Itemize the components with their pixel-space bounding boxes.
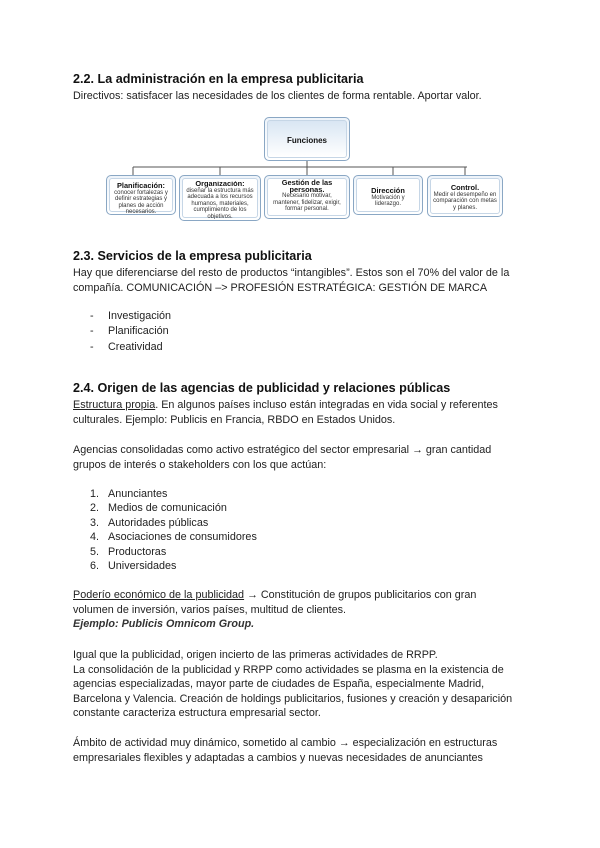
- section-heading-2-2: 2.2. La administración en la empresa publicitaria: [73, 72, 364, 86]
- diagram-node-organizacion: [179, 175, 261, 221]
- text-line: Hay que diferenciarse del resto de productos “intangibles”. Estos son el 70% del valor de la: [73, 267, 510, 279]
- diagram-node-desc: diseñar la estructura más adecuada a los recursos humanos, materiales, cumplimiento de los objetivos.: [186, 187, 254, 219]
- diagram-node-desc: Motivación y liderazgo.: [371, 194, 405, 208]
- list-item: 4. Asociaciones de consumidores: [90, 531, 257, 544]
- example-text: Ejemplo: Publicis Omnicom Group.: [73, 618, 255, 631]
- list-item: - Investigación: [90, 310, 172, 322]
- diagram-node-control: [427, 175, 503, 217]
- list-item: 6. Universidades: [90, 560, 177, 573]
- list-item: - Creatividad: [90, 340, 163, 353]
- underlined-term: Poderío económico de la publicidad: [73, 589, 245, 601]
- section-2-4-para-4: Igual que la publicidad, origen incierto de las primeras actividades de RRPP. La consolidación de la publicidad y RRPP como actividades se plasma en la existencia de agencias especializadas, mayor parte de ciudades de España, especialmente Madrid, Barcelona y Valencia. Creación de holdings publicitarios, fusiones y creación y desaparición constante caracteriza estructura empresarial sector.: [73, 649, 513, 720]
- section-2-2-text: Directivos: satisfacer las necesidades de los clientes de forma rentable. Aportar valor.: [73, 90, 482, 102]
- section-heading-2-3: 2.3. Servicios de la empresa publicitaria: [73, 249, 312, 263]
- section-2-4-para-3: Poderío económico de la publicidad → Constitución de grupos publicitarios con gran volumen de inversión, varios países, multitud de clientes. Ejemplo: Publicis Omnicom Group.: [73, 588, 533, 632]
- section-2-4-para-2: Agencias consolidadas como activo estratégico del sector empresarial → gran cantidad grupos de interés o stakeholders con los que actúan:: [73, 444, 492, 471]
- list-item: 5. Productoras: [90, 545, 167, 558]
- list-item: 1. Anunciantes: [90, 488, 168, 500]
- section-2-4-para-5: Ámbito de actividad muy dinámico, sometido al cambio → especialización en estructuras empresariales flexibles y adaptadas a cambios y nuevas necesidades de anunciantes: [73, 737, 498, 764]
- diagram-node-title: Organización:: [195, 181, 245, 188]
- diagram-node-root: [264, 117, 350, 161]
- diagram-root-label: Funciones: [286, 136, 327, 145]
- diagram-node-desc: Medir el desempeño en comparación con metas y planes.: [433, 191, 497, 211]
- diagram-node-title: Gestión de las personas.: [281, 178, 333, 194]
- stakeholders-list: [90, 487, 257, 573]
- section-2-4-para-1: Estructura propia. En algunos países incluso están integradas en vida social y referentes culturales. Ejemplo: Publicis en Francia, RBDO en Estados Unidos.: [73, 399, 498, 426]
- services-list: [90, 309, 171, 355]
- section-2-3-text: [73, 266, 533, 295]
- diagram-node-title: Planificación:: [116, 181, 166, 190]
- list-item: 2. Medios de comunicación: [90, 502, 227, 515]
- list-item: 3. Autoridades públicas: [90, 516, 209, 529]
- list-item: - Planificación: [90, 325, 169, 338]
- diagram-node-direccion: [353, 175, 423, 215]
- diagram-node-desc: conocer fortalezas y definir estrategias y planes de acción necesarios.: [114, 189, 168, 216]
- diagram-node-title: Control.: [450, 183, 480, 192]
- diagram-node-desc: Necesario motivar, mantener, fidelizar, exigir, formar personal.: [273, 193, 341, 213]
- text-line: compañía. COMUNICACIÓN –> PROFESIÓN ESTRATÉGICA: GESTIÓN DE MARCA: [73, 281, 488, 294]
- diagram-node-planificacion: [106, 175, 176, 215]
- section-heading-2-4: 2.4. Origen de las agencias de publicidad y relaciones públicas: [73, 381, 451, 395]
- diagram-node-title: Dirección: [371, 186, 405, 195]
- underlined-term: Estructura propia: [73, 399, 156, 411]
- diagram-node-gestion-personas: [264, 175, 350, 219]
